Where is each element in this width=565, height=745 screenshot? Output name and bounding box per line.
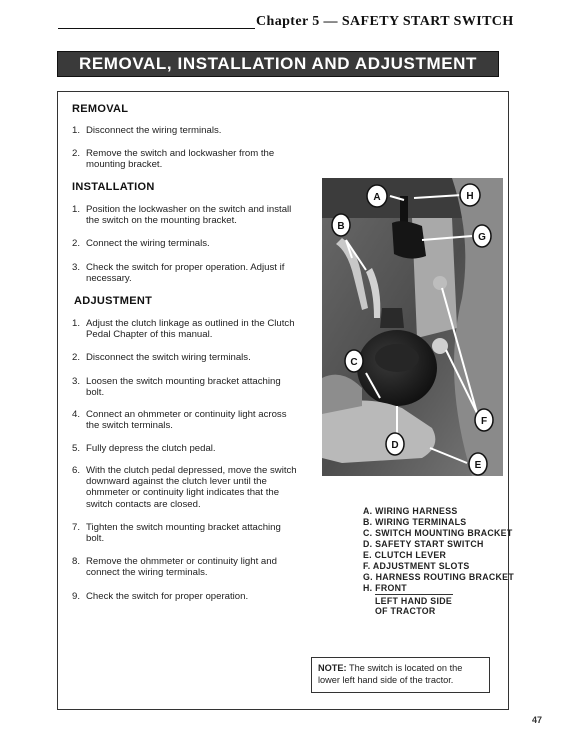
adjustment-step — [72, 465, 300, 510]
note-box — [311, 657, 490, 693]
step-number: 4. — [72, 409, 81, 420]
switch-cap — [375, 344, 419, 372]
step-number: 5. — [72, 443, 81, 454]
step-number: 1. — [72, 204, 81, 215]
step-text: Remove the ohmmeter or continuity light and connect the wiring terminals. — [86, 556, 277, 579]
installation-step — [72, 204, 300, 226]
step-number: 3. — [72, 262, 81, 273]
callout-e: E — [474, 460, 482, 471]
installation-step — [72, 262, 300, 284]
removal-heading: REMOVAL — [72, 103, 129, 115]
bracket-bolt — [432, 338, 448, 354]
step-number: 1. — [72, 125, 81, 136]
adjustment-step — [72, 376, 300, 398]
step-text: Connect an ohmmeter or continuity light across the switch terminals. — [86, 409, 287, 432]
legend-front-note: LEFT HAND SIDE — [375, 596, 453, 606]
adjustment-step — [72, 409, 300, 431]
step-number: 8. — [72, 556, 81, 567]
step-text: Check the switch for proper operation. — [86, 591, 249, 602]
legend-front-note: OF TRACTOR — [375, 606, 436, 616]
safety-switch-photo — [322, 178, 503, 476]
legend-item: G. HARNESS ROUTING BRACKET — [363, 572, 514, 582]
legend-item: C. SWITCH MOUNTING BRACKET — [363, 528, 513, 538]
step-text: Remove the switch and lockwasher from the mounting bracket. — [86, 148, 275, 171]
step-text: Tighten the switch mounting bracket attaching bolt. — [86, 522, 281, 545]
step-number: 2. — [72, 238, 81, 249]
step-number: 3. — [72, 376, 81, 387]
chapter-header-rule — [58, 28, 255, 29]
step-number: 2. — [72, 148, 81, 159]
callout-d: D — [391, 440, 399, 451]
legend-item: H. FRONT — [363, 583, 407, 593]
adjustment-step — [72, 522, 300, 544]
step-number: 2. — [72, 352, 81, 363]
callout-b: B — [337, 221, 345, 232]
banner-title: REMOVAL, INSTALLATION AND ADJUSTMENT — [78, 54, 478, 73]
step-number: 1. — [72, 318, 81, 329]
adjustment-step — [72, 443, 300, 454]
step-text: Check the switch for proper operation. Adjust if necessary. — [86, 262, 285, 285]
switch-assembly-illustration — [322, 178, 503, 476]
legend-item: F. ADJUSTMENT SLOTS — [363, 561, 470, 571]
note-text: The switch is located on the lower left hand side of the tractor. — [318, 663, 463, 685]
callout-a: A — [373, 192, 381, 203]
step-text: Disconnect the switch wiring terminals. — [86, 352, 251, 363]
chapter-title: Chapter 5 — SAFETY START SWITCH — [256, 14, 514, 29]
step-text: Fully depress the clutch pedal. — [86, 443, 216, 454]
legend-item: E. CLUTCH LEVER — [363, 550, 447, 560]
callout-f: F — [480, 416, 488, 427]
adjustment-step — [72, 318, 300, 340]
callout-c: C — [350, 357, 358, 368]
step-text: Adjust the clutch linkage as outlined in the Clutch Pedal Chapter of this manual. — [86, 318, 295, 341]
bracket-bolt-upper — [433, 276, 447, 290]
adjustment-step — [72, 352, 300, 363]
legend-item: A. WIRING HARNESS — [363, 506, 458, 516]
legend-item: D. SAFETY START SWITCH — [363, 539, 484, 549]
adjustment-step — [72, 591, 300, 602]
note-label: NOTE: — [318, 663, 347, 673]
step-number: 6. — [72, 465, 81, 476]
step-number: 7. — [72, 522, 81, 533]
step-text: Position the lockwasher on the switch and install the switch on the mounting bracket. — [86, 204, 292, 227]
callout-g: G — [478, 232, 486, 243]
step-number: 9. — [72, 591, 81, 602]
adjustment-step — [72, 556, 300, 578]
legend-item: B. WIRING TERMINALS — [363, 517, 467, 527]
legend-underline — [375, 594, 453, 595]
step-text: With the clutch pedal depressed, move the switch downward against the clutch lever until the ohmmeter or continuity light indicates that the switch contacts are closed. — [86, 465, 297, 510]
installation-step — [72, 238, 300, 249]
removal-step — [72, 125, 300, 136]
removal-step — [72, 148, 300, 170]
step-text: Disconnect the wiring terminals. — [86, 125, 222, 136]
installation-heading: INSTALLATION — [72, 181, 155, 193]
page-number: 47 — [532, 715, 543, 725]
step-text: Connect the wiring terminals. — [86, 238, 210, 249]
adjustment-heading: ADJUSTMENT — [74, 295, 153, 307]
step-text: Loosen the switch mounting bracket attaching bolt. — [86, 376, 281, 399]
section-banner — [57, 51, 499, 77]
terminal-connector — [380, 308, 404, 328]
harness-routing-clip — [392, 221, 426, 258]
callout-h: H — [466, 191, 474, 202]
